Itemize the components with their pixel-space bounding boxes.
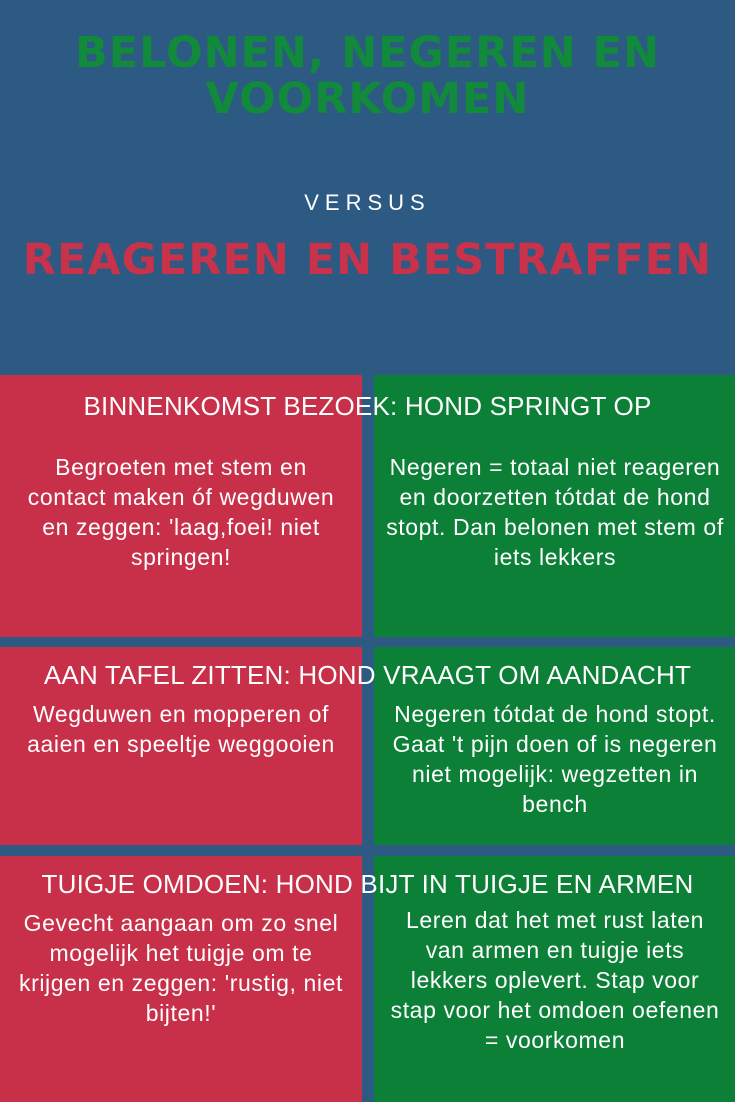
header (0, 0, 735, 372)
left-text: Gevecht aangaan om zo snel mogelijk het tuigje om te krijgen en zeggen: 'rustig, niet bijten!' (18, 910, 344, 1026)
section-bezoek (0, 375, 735, 637)
left-text: Wegduwen en mopperen of aaien en speeltje weggooien (27, 701, 335, 757)
versus-label: VERSUS (304, 190, 431, 215)
section-title: AAN TAFEL ZITTEN: HOND VRAAGT OM AANDACHT (43, 660, 692, 690)
left-text: Begroeten met stem en contact maken óf wegduwen en zeggen: 'laag,foei! niet springen! (27, 454, 335, 570)
right-text: Negeren = totaal niet reageren en doorzetten tótdat de hond stopt. Dan belonen met stem of iets lekkers (386, 454, 724, 570)
section-tuigje (0, 856, 735, 1102)
section-title: TUIGJE OMDOEN: HOND BIJT IN TUIGJE EN ARMEN (41, 869, 694, 899)
main-title: BELONEN, NEGEREN EN VOORKOMEN (74, 28, 661, 124)
section-title: BINNENKOMST BEZOEK: HOND SPRINGT OP (83, 391, 652, 421)
right-text: Negeren tótdat de hond stopt. Gaat 't pijn doen of is negeren niet mogelijk: wegzetten in bench (392, 701, 718, 817)
sub-title: REAGEREN EN BESTRAFFEN (22, 235, 713, 285)
right-text: Leren dat het met rust laten van armen en tuigje iets lekkers oplevert. Stap voor stap voor het omdoen oefenen = voorkomen (390, 907, 720, 1053)
section-tafel (0, 647, 735, 845)
